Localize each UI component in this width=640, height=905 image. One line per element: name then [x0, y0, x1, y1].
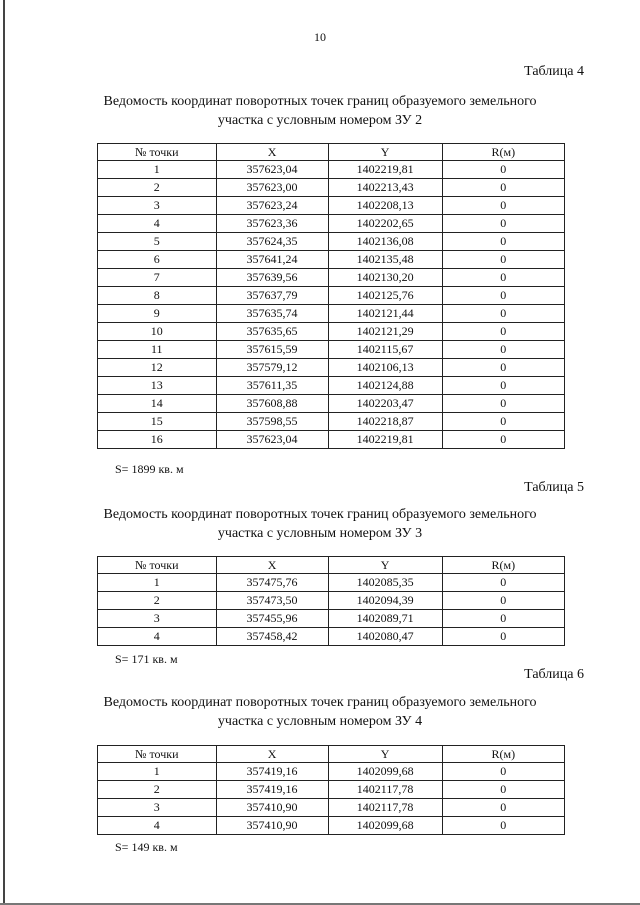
x-coordinate-cell: 357611,35	[216, 377, 328, 395]
x-coordinate-cell: 357475,76	[216, 574, 328, 592]
table-row	[98, 197, 565, 215]
radius-cell: 0	[442, 269, 564, 287]
radius-cell: 0	[442, 161, 564, 179]
point-number-cell: 7	[98, 269, 217, 287]
table-row	[98, 574, 565, 592]
radius-cell: 0	[442, 179, 564, 197]
y-coordinate-cell: 1402219,81	[328, 431, 442, 449]
table-5-caption: Таблица 5	[524, 480, 584, 495]
y-coordinate-cell: 1402203,47	[328, 395, 442, 413]
point-number-cell: 1	[98, 763, 217, 781]
table-row	[98, 233, 565, 251]
radius-cell: 0	[442, 628, 564, 646]
table-row	[98, 395, 565, 413]
x-coordinate-cell: 357473,50	[216, 592, 328, 610]
table-row	[98, 413, 565, 431]
y-coordinate-cell: 1402208,13	[328, 197, 442, 215]
radius-cell: 0	[442, 323, 564, 341]
table-4-area: S= 1899 кв. м	[115, 462, 184, 476]
point-number-cell: 4	[98, 628, 217, 646]
x-coordinate-cell: 357410,90	[216, 817, 328, 835]
y-coordinate-cell: 1402121,44	[328, 305, 442, 323]
point-number-cell: 2	[98, 179, 217, 197]
y-coordinate-cell: 1402121,29	[328, 323, 442, 341]
table-6-area: S= 149 кв. м	[115, 840, 178, 854]
radius-cell: 0	[442, 251, 564, 269]
table-row	[98, 817, 565, 835]
point-number-cell: 4	[98, 817, 217, 835]
col-header-x: X	[216, 746, 328, 763]
table-row	[98, 763, 565, 781]
table-header-row	[98, 144, 565, 161]
x-coordinate-cell: 357623,00	[216, 179, 328, 197]
table-6-heading-line1: Ведомость координат поворотных точек границ образуемого земельного	[103, 695, 537, 710]
table-row	[98, 799, 565, 817]
col-header-r: R(м)	[442, 746, 564, 763]
col-header-y: Y	[328, 557, 442, 574]
x-coordinate-cell: 357623,04	[216, 161, 328, 179]
point-number-cell: 4	[98, 215, 217, 233]
x-coordinate-cell: 357455,96	[216, 610, 328, 628]
y-coordinate-cell: 1402089,71	[328, 610, 442, 628]
table-4-heading	[60, 92, 580, 130]
col-header-r: R(м)	[442, 144, 564, 161]
y-coordinate-cell: 1402117,78	[328, 799, 442, 817]
radius-cell: 0	[442, 781, 564, 799]
table-row	[98, 215, 565, 233]
point-number-cell: 3	[98, 799, 217, 817]
table-row	[98, 161, 565, 179]
col-header-num: № точки	[98, 557, 217, 574]
y-coordinate-cell: 1402099,68	[328, 763, 442, 781]
radius-cell: 0	[442, 413, 564, 431]
page-number: 10	[314, 30, 326, 44]
radius-cell: 0	[442, 233, 564, 251]
y-coordinate-cell: 1402130,20	[328, 269, 442, 287]
y-coordinate-cell: 1402106,13	[328, 359, 442, 377]
x-coordinate-cell: 357639,56	[216, 269, 328, 287]
table-row	[98, 179, 565, 197]
radius-cell: 0	[442, 610, 564, 628]
table-row	[98, 251, 565, 269]
x-coordinate-cell: 357608,88	[216, 395, 328, 413]
table-5-heading-line2: участка с условным номером ЗУ 3	[217, 526, 423, 541]
x-coordinate-cell: 357637,79	[216, 287, 328, 305]
x-coordinate-cell: 357615,59	[216, 341, 328, 359]
col-header-r: R(м)	[442, 557, 564, 574]
x-coordinate-cell: 357635,65	[216, 323, 328, 341]
point-number-cell: 9	[98, 305, 217, 323]
point-number-cell: 1	[98, 574, 217, 592]
y-coordinate-cell: 1402099,68	[328, 817, 442, 835]
y-coordinate-cell: 1402125,76	[328, 287, 442, 305]
radius-cell: 0	[442, 395, 564, 413]
x-coordinate-cell: 357624,35	[216, 233, 328, 251]
radius-cell: 0	[442, 799, 564, 817]
radius-cell: 0	[442, 305, 564, 323]
y-coordinate-cell: 1402213,43	[328, 179, 442, 197]
point-number-cell: 10	[98, 323, 217, 341]
y-coordinate-cell: 1402080,47	[328, 628, 442, 646]
radius-cell: 0	[442, 817, 564, 835]
y-coordinate-cell: 1402218,87	[328, 413, 442, 431]
table-5-heading	[60, 505, 580, 543]
point-number-cell: 5	[98, 233, 217, 251]
point-number-cell: 11	[98, 341, 217, 359]
table-row	[98, 431, 565, 449]
x-coordinate-cell: 357419,16	[216, 781, 328, 799]
table-row	[98, 305, 565, 323]
y-coordinate-cell: 1402135,48	[328, 251, 442, 269]
table-6	[97, 745, 565, 835]
point-number-cell: 6	[98, 251, 217, 269]
col-header-num: № точки	[98, 746, 217, 763]
y-coordinate-cell: 1402085,35	[328, 574, 442, 592]
col-header-y: Y	[328, 144, 442, 161]
table-4-caption: Таблица 4	[524, 64, 584, 79]
point-number-cell: 2	[98, 781, 217, 799]
x-coordinate-cell: 357579,12	[216, 359, 328, 377]
radius-cell: 0	[442, 215, 564, 233]
y-coordinate-cell: 1402124,88	[328, 377, 442, 395]
col-header-y: Y	[328, 746, 442, 763]
radius-cell: 0	[442, 763, 564, 781]
y-coordinate-cell: 1402202,65	[328, 215, 442, 233]
radius-cell: 0	[442, 287, 564, 305]
y-coordinate-cell: 1402115,67	[328, 341, 442, 359]
point-number-cell: 8	[98, 287, 217, 305]
x-coordinate-cell: 357635,74	[216, 305, 328, 323]
col-header-x: X	[216, 557, 328, 574]
table-row	[98, 781, 565, 799]
point-number-cell: 3	[98, 610, 217, 628]
y-coordinate-cell: 1402094,39	[328, 592, 442, 610]
table-row	[98, 269, 565, 287]
col-header-x: X	[216, 144, 328, 161]
scan-left-edge	[3, 0, 5, 905]
x-coordinate-cell: 357623,24	[216, 197, 328, 215]
point-number-cell: 1	[98, 161, 217, 179]
radius-cell: 0	[442, 377, 564, 395]
x-coordinate-cell: 357410,90	[216, 799, 328, 817]
radius-cell: 0	[442, 341, 564, 359]
point-number-cell: 16	[98, 431, 217, 449]
table-6-heading	[60, 693, 580, 731]
radius-cell: 0	[442, 431, 564, 449]
table-6-heading-line2: участка с условным номером ЗУ 4	[217, 714, 423, 729]
radius-cell: 0	[442, 197, 564, 215]
table-header-row	[98, 746, 565, 763]
point-number-cell: 12	[98, 359, 217, 377]
table-4-heading-line2: участка с условным номером ЗУ 2	[217, 113, 423, 128]
point-number-cell: 15	[98, 413, 217, 431]
table-row	[98, 359, 565, 377]
x-coordinate-cell: 357598,55	[216, 413, 328, 431]
y-coordinate-cell: 1402219,81	[328, 161, 442, 179]
x-coordinate-cell: 357419,16	[216, 763, 328, 781]
radius-cell: 0	[442, 574, 564, 592]
table-5	[97, 556, 565, 646]
table-5-heading-line1: Ведомость координат поворотных точек границ образуемого земельного	[103, 507, 537, 522]
table-row	[98, 592, 565, 610]
point-number-cell: 13	[98, 377, 217, 395]
x-coordinate-cell: 357641,24	[216, 251, 328, 269]
table-row	[98, 341, 565, 359]
table-6-caption: Таблица 6	[524, 667, 584, 682]
radius-cell: 0	[442, 359, 564, 377]
table-row	[98, 377, 565, 395]
x-coordinate-cell: 357458,42	[216, 628, 328, 646]
table-row	[98, 628, 565, 646]
table-header-row	[98, 557, 565, 574]
y-coordinate-cell: 1402117,78	[328, 781, 442, 799]
point-number-cell: 2	[98, 592, 217, 610]
point-number-cell: 14	[98, 395, 217, 413]
y-coordinate-cell: 1402136,08	[328, 233, 442, 251]
point-number-cell: 3	[98, 197, 217, 215]
x-coordinate-cell: 357623,36	[216, 215, 328, 233]
x-coordinate-cell: 357623,04	[216, 431, 328, 449]
radius-cell: 0	[442, 592, 564, 610]
table-4	[97, 143, 565, 449]
table-row	[98, 323, 565, 341]
table-5-area: S= 171 кв. м	[115, 652, 178, 666]
table-4-heading-line1: Ведомость координат поворотных точек границ образуемого земельного	[103, 94, 537, 109]
table-row	[98, 287, 565, 305]
table-row	[98, 610, 565, 628]
col-header-num: № точки	[98, 144, 217, 161]
